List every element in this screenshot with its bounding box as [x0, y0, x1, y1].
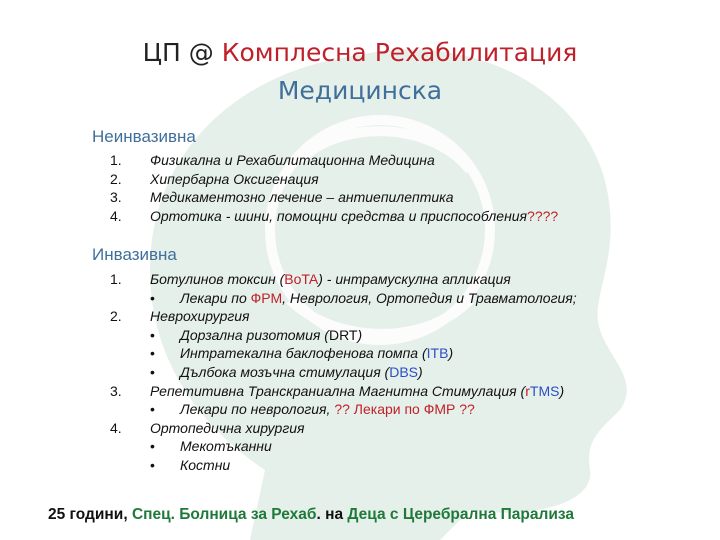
- abbr-part: DRT: [328, 326, 358, 343]
- footer-children-cp: Деца с Церебрална Парализа: [347, 506, 574, 523]
- title-prefix: ЦП @: [142, 38, 222, 67]
- item-number: 3.: [110, 189, 122, 206]
- abbr-part: DBS: [389, 363, 419, 380]
- item-text: Дълбока мозъчна стимулация (: [180, 363, 390, 380]
- bullet-icon: •: [150, 289, 155, 306]
- sub-list-item: [110, 363, 577, 382]
- invasive-heading: Инвазивна: [92, 245, 177, 264]
- abbr-part: ITB: [426, 345, 449, 362]
- item-text: Неврохирургия: [150, 308, 250, 325]
- bullet-icon: •: [150, 363, 155, 380]
- item-question-text: ?? Лекари по ФМР ??: [334, 401, 475, 418]
- sub-list-item: [110, 326, 577, 345]
- bullet-icon: •: [150, 345, 155, 362]
- item-text: ): [559, 382, 565, 399]
- list-item: [110, 207, 558, 226]
- abbr-part: r: [525, 382, 530, 399]
- item-number: 1.: [110, 152, 122, 168]
- item-number: 2.: [110, 308, 122, 325]
- item-number: 4.: [110, 207, 122, 224]
- sub-list-item: [110, 289, 577, 308]
- item-text: Физикална и Рехабилитационна Медицина: [150, 152, 435, 168]
- sub-list-item: [110, 400, 577, 419]
- item-text: Хипербарна Оксигенация: [150, 170, 319, 187]
- abbr-part: Bo: [284, 271, 302, 287]
- list-item: [110, 170, 558, 189]
- sub-list-item: [110, 456, 577, 475]
- item-number: 2.: [110, 170, 122, 187]
- item-number: 3.: [110, 382, 122, 399]
- invasive-list: [110, 270, 577, 475]
- item-text: ) - интрамускулна апликация: [318, 271, 511, 287]
- item-text: Ортопедична хирургия: [150, 419, 305, 436]
- bullet-icon: •: [150, 438, 155, 455]
- item-text: ): [448, 345, 454, 362]
- item-text: , Неврология, Ортопедия и Травматология;: [282, 289, 577, 306]
- abbr-part: TA: [301, 271, 319, 287]
- item-text: Репетитивна Транскраниална Магнитна Стимулация (: [150, 382, 526, 399]
- abbr-part: TMS: [529, 382, 560, 399]
- list-item: [110, 307, 577, 326]
- item-text: Костни: [180, 456, 231, 473]
- item-text: Лекари по неврология,: [180, 401, 335, 418]
- item-text: Ортотика - шини, помощни средства и приспособления: [150, 207, 528, 224]
- list-item: [110, 419, 577, 438]
- item-number: 4.: [110, 419, 122, 436]
- title-line-2: Медицинска: [277, 76, 443, 105]
- footer-hospital: Спец. Болница за Рехаб: [131, 506, 317, 523]
- list-item: [110, 382, 577, 401]
- footer-connector: . на: [316, 506, 348, 523]
- title-colored-text: Комплесна Рехабилитация: [221, 38, 578, 67]
- footer-years: 25 години,: [48, 506, 132, 523]
- item-question-marks: ????: [527, 207, 559, 224]
- item-text: Лекари по: [180, 289, 251, 306]
- list-item: [110, 151, 558, 170]
- bullet-icon: •: [150, 326, 155, 343]
- bullet-icon: •: [150, 401, 155, 418]
- item-text: ): [357, 326, 363, 343]
- item-text: Интратекална баклофенова помпа (: [180, 345, 427, 362]
- slide-title: [0, 34, 720, 110]
- footer-caption: [48, 506, 574, 524]
- item-text: ): [418, 363, 423, 380]
- abbr-part: ФРМ: [250, 289, 283, 306]
- sub-list-item: [110, 437, 577, 456]
- item-text: Ботулинов токсин (: [150, 271, 285, 287]
- noninvasive-list: [110, 151, 558, 225]
- title-line-1: [0, 34, 720, 72]
- item-number: 1.: [110, 271, 122, 287]
- bullet-icon: •: [150, 456, 155, 473]
- item-text: Медикаментозно лечение – антиепилептика: [150, 189, 454, 206]
- item-text: Дорзална ризотомия (: [180, 326, 329, 343]
- list-item: [110, 270, 577, 289]
- item-text: Мекотъканни: [180, 438, 272, 455]
- sub-list-item: [110, 344, 577, 363]
- noninvasive-heading: Неинвазивна: [92, 127, 196, 146]
- list-item: [110, 188, 558, 207]
